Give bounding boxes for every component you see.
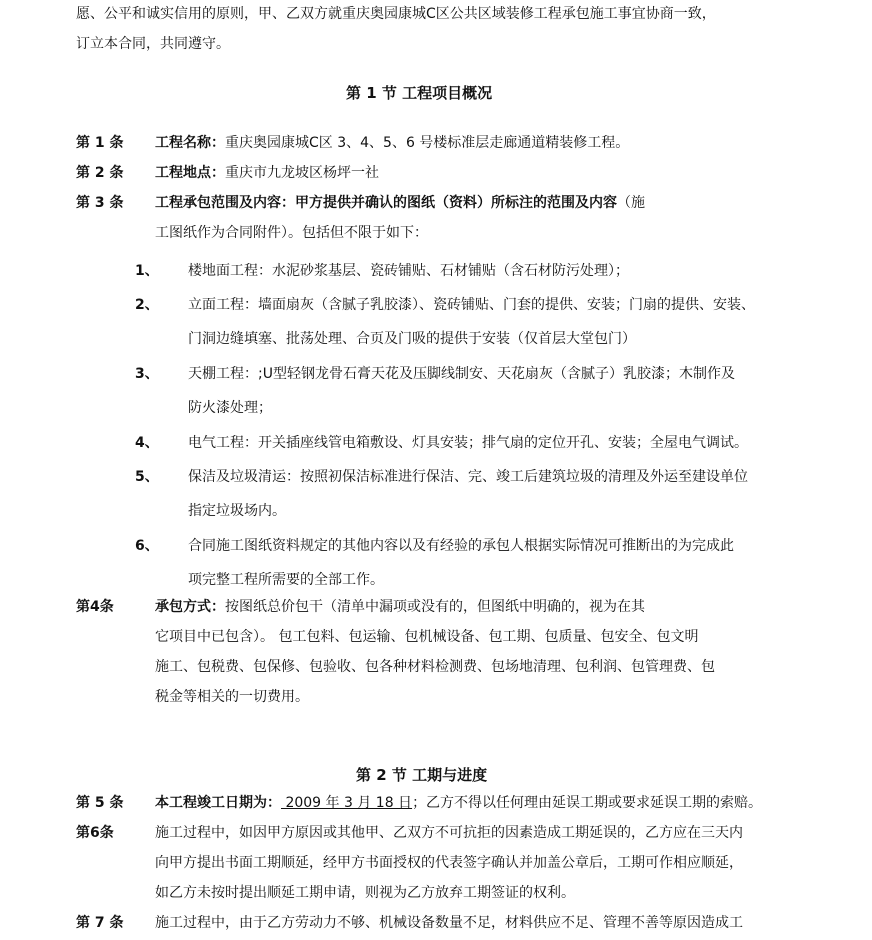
- article-7-number: 第 7 条: [76, 915, 124, 931]
- article-3-label: 工程承包范围及内容：甲方提供并确认的图纸（资料）所标注的范围及内容: [155, 195, 617, 211]
- article-4-text: 按图纸总价包干（清单中漏项或没有的，但图纸中明确的，视为在其: [225, 599, 645, 615]
- article-1-number: 第 1 条: [76, 135, 124, 151]
- article-4-number: 第4条: [76, 599, 114, 615]
- intro-line-1: 愿、公平和诚实信用的原则，甲、乙双方就重庆奥园康城C区公共区域装修工程承包施工事宜协商一致，: [76, 6, 716, 22]
- article-1-label: 工程名称：: [155, 135, 225, 151]
- item-5-number: 5、: [135, 469, 159, 485]
- intro-line-2: 订立本合同，共同遵守。: [76, 36, 230, 52]
- item-2-line-2: 门洞边缝填塞、批荡处理、合页及门吸的提供于安装（仅首层大堂包门）: [188, 331, 636, 347]
- item-2-number: 2、: [135, 297, 159, 313]
- item-1-line-1: 楼地面工程：水泥砂浆基层、瓷砖铺贴、石材铺贴（含石材防污处理）；: [188, 263, 629, 279]
- article-3-continuation: 工图纸作为合同附件）。包括但不限于如下：: [155, 225, 428, 241]
- article-4-line-3: 施工、包税费、包保修、包验收、包各种材料检测费、包场地清理、包利润、包管理费、包: [155, 659, 715, 675]
- item-5-line-2: 指定垃圾场内。: [188, 503, 286, 519]
- article-5-label: 本工程竣工日期为：: [155, 795, 281, 811]
- article-5-text: ；乙方不得以任何理由延误工期或要求延误工期的索赔。: [412, 795, 763, 811]
- article-3-number: 第 3 条: [76, 195, 124, 211]
- item-6-number: 6、: [135, 538, 159, 554]
- item-4-number: 4、: [135, 435, 159, 451]
- section-1-title: 第 1 节 工程项目概况: [346, 84, 493, 102]
- item-6-line-2: 项完整工程所需要的全部工作。: [188, 572, 384, 588]
- item-3-line-2: 防火漆处理；: [188, 400, 272, 416]
- article-1-text: 重庆奥园康城C区 3、4、5、6 号楼标准层走廊通道精装修工程。: [225, 135, 630, 151]
- article-6-number: 第6条: [76, 825, 114, 841]
- article-7-line-1: 施工过程中，由于乙方劳动力不够、机械设备数量不足，材料供应不足、管理不善等原因造成工: [155, 915, 743, 931]
- article-2: [155, 163, 379, 183]
- item-4-line-1: 电气工程：开关插座线管电箱敷设、灯具安装；排气扇的定位开孔、安装；全屋电气调试。: [188, 435, 748, 451]
- article-2-text: 重庆市九龙坡区杨坪一社: [225, 165, 379, 181]
- article-6-line-2: 向甲方提出书面工期顺延，经甲方书面授权的代表签字确认并加盖公章后，工期可作相应顺延，: [155, 855, 743, 871]
- item-2-line-1: 立面工程：墙面扇灰（含腻子乳胶漆）、瓷砖铺贴、门套的提供、安装；门扇的提供、安装、: [188, 297, 755, 313]
- completion-date: 2009 年 3 月 18 日: [281, 795, 413, 811]
- article-3-text: （施: [617, 195, 645, 211]
- item-3-line-1: 天棚工程：;U型轻钢龙骨石膏天花及压脚线制安、天花扇灰（含腻子）乳胶漆；木制作及: [188, 366, 735, 382]
- section-2-title: 第 2 节 工期与进度: [356, 766, 488, 784]
- item-1-number: 1、: [135, 263, 159, 279]
- article-1: [155, 133, 629, 153]
- article-4-label: 承包方式：: [155, 599, 225, 615]
- item-6-line-1: 合同施工图纸资料规定的其他内容以及有经验的承包人根据实际情况可推断出的为完成此: [188, 538, 734, 554]
- article-3: [155, 193, 645, 213]
- item-3-number: 3、: [135, 366, 159, 382]
- article-4-line-2: 它项目中已包含）。 包工包料、包运输、包机械设备、包工期、包质量、包安全、包文明: [155, 629, 699, 645]
- article-6-line-3: 如乙方未按时提出顺延工期申请，则视为乙方放弃工期签证的权利。: [155, 885, 575, 901]
- article-6-line-1: 施工过程中，如因甲方原因或其他甲、乙双方不可抗拒的因素造成工期延误的，乙方应在三天内: [155, 825, 743, 841]
- article-4-line-1: [155, 597, 645, 617]
- article-5: [155, 793, 762, 813]
- article-5-number: 第 5 条: [76, 795, 124, 811]
- item-5-line-1: 保洁及垃圾清运：按照初保洁标准进行保洁、完、竣工后建筑垃圾的清理及外运至建设单位: [188, 469, 748, 485]
- article-4-line-4: 税金等相关的一切费用。: [155, 689, 309, 705]
- article-2-label: 工程地点：: [155, 165, 225, 181]
- article-2-number: 第 2 条: [76, 165, 124, 181]
